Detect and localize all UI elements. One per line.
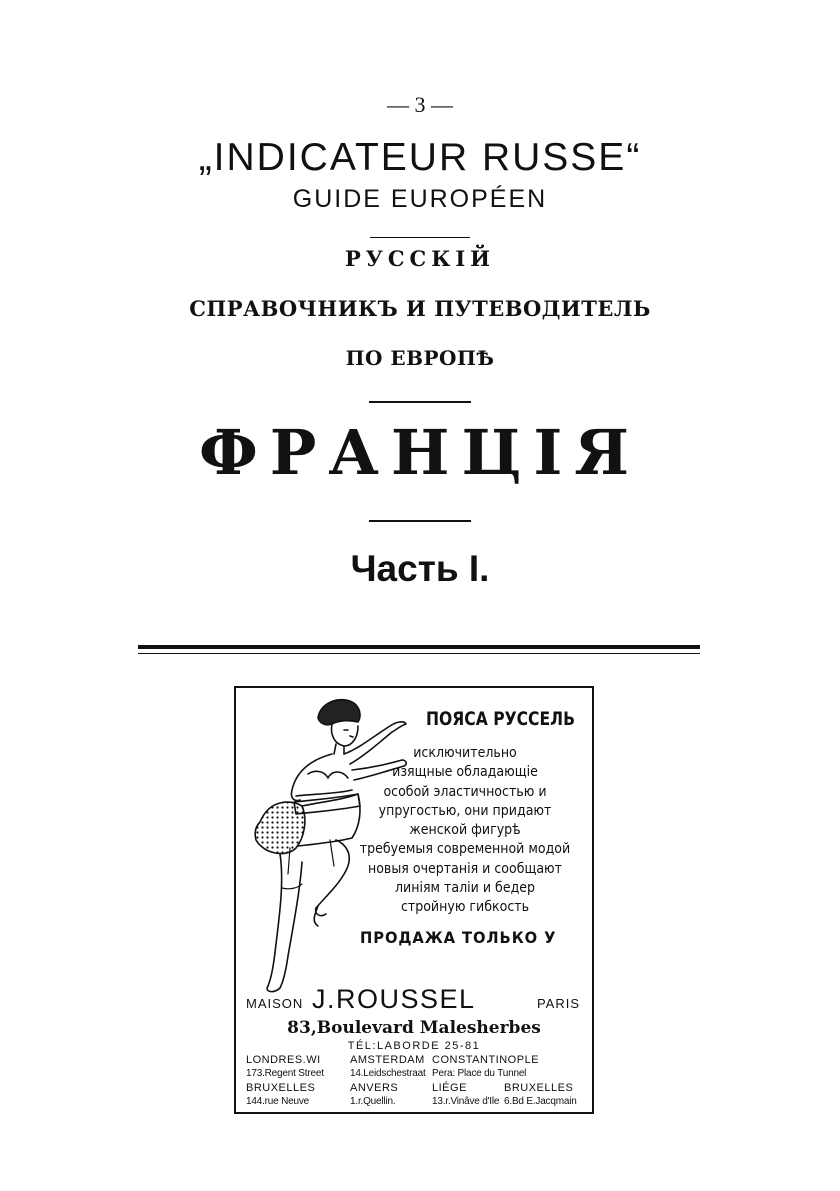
ad-sale-line: ПРОДАЖА ТОЛЬКО У <box>360 928 557 947</box>
ad-branch-street: Pera: Place du Tunnel <box>432 1068 527 1079</box>
ad-description-line: упругостью, они придают <box>378 802 552 819</box>
ad-branch-city: LONDRES.WI <box>246 1054 321 1066</box>
ad-description-line: новыя очертанія и сообщают <box>367 860 563 877</box>
ad-branches <box>246 1054 586 1110</box>
ad-branch-street-row <box>246 1096 586 1110</box>
ad-branch-city-row <box>246 1082 586 1096</box>
part-heading: Часть I. <box>350 548 490 589</box>
ad-branch-street: 173.Regent Street <box>246 1068 324 1079</box>
ad-description-line: линіям таліи и бедер <box>394 880 536 897</box>
ad-description-line: особой эластичностью и <box>383 783 547 800</box>
section-rule-thick <box>138 645 700 649</box>
ad-description-line: изящные обладающіе <box>392 764 538 781</box>
ad-company-name: J.ROUSSEL <box>312 984 476 1014</box>
ad-maison-word: MAISON <box>246 996 304 1011</box>
ad-branch-street: 13.r.Vinâve d'Ile <box>432 1096 500 1107</box>
ad-maison-line <box>236 984 592 1016</box>
divider-rule <box>369 520 471 522</box>
ad-description <box>336 744 594 918</box>
ad-branch-city: BRUXELLES <box>246 1082 316 1094</box>
publication-subtitle: GUIDE EUROPÉEN <box>292 185 548 213</box>
ad-branch-street: 144.rue Neuve <box>246 1096 310 1107</box>
country-heading: ФРАНЦІЯ <box>198 416 642 489</box>
ad-description-line: требуемыя современной модой <box>359 841 571 858</box>
russian-title-line-3: ПО ЕВРОПѢ <box>345 346 495 370</box>
ad-branch-street: 1.r.Quellin. <box>350 1096 396 1107</box>
page-number: — 3 — <box>387 92 453 117</box>
ad-description-line: женской фигурѣ <box>409 822 521 839</box>
section-rule-thin <box>138 653 700 654</box>
ad-telephone: TÉL:LABORDE 25-81 <box>347 1040 481 1052</box>
ad-description-line: стройную гибкость <box>400 899 530 916</box>
ad-branch-street-row <box>246 1068 586 1082</box>
ad-branch-city-row <box>246 1054 586 1068</box>
ad-branch-city: LIÉGE <box>432 1082 467 1094</box>
ad-branch-city: AMSTERDAM <box>350 1054 425 1066</box>
ad-branch-street: 6.Bd E.Jacqmain <box>504 1096 577 1107</box>
ad-address: 83,Boulevard Malesherbes <box>287 1018 541 1038</box>
ad-branch-city: ANVERS <box>350 1082 399 1094</box>
ad-branch-city: CONSTANTINOPLE <box>432 1054 540 1066</box>
ad-branch-street: 14.Leidschestraat <box>350 1068 426 1079</box>
roussel-advertisement <box>234 686 594 1114</box>
ad-city: PARIS <box>536 996 580 1011</box>
ad-description-line: исключительно <box>413 745 517 761</box>
ad-branch-city: BRUXELLES <box>504 1082 574 1094</box>
divider-rule <box>369 401 471 403</box>
divider-rule <box>370 237 470 238</box>
publication-title: „INDICATEUR RUSSE“ <box>198 136 642 179</box>
russian-title-line-1: РУССКІЙ <box>344 246 496 271</box>
ad-brand-name: ПОЯСА РУССЕЛЬ <box>426 708 575 730</box>
russian-title-line-2: СПРАВОЧНИКЪ И ПУТЕВОДИТЕЛЬ <box>189 296 651 321</box>
